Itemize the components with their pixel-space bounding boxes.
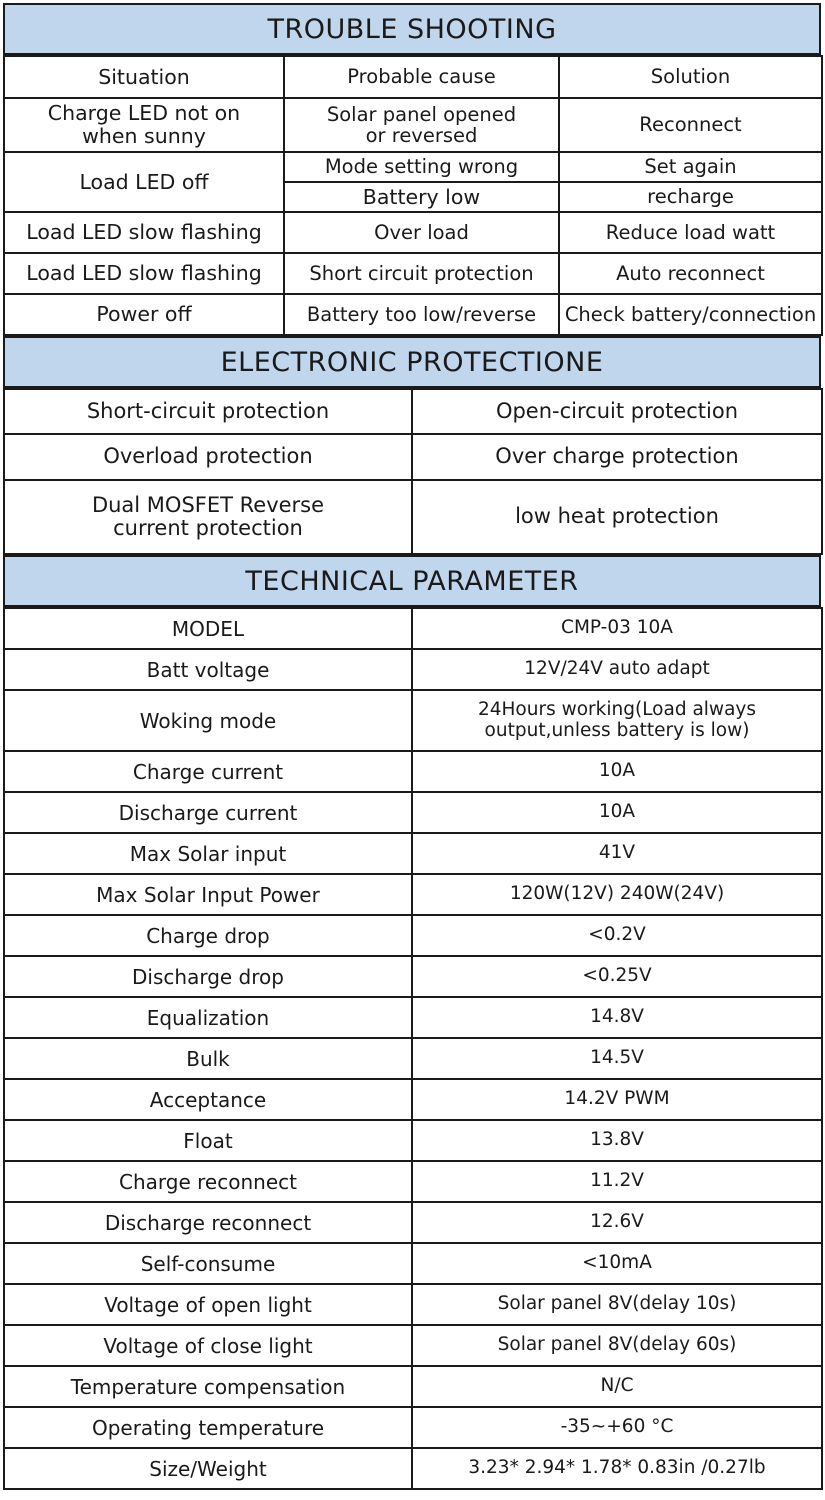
cause-cell: Battery low — [284, 182, 559, 212]
solution-cell: Auto reconnect — [559, 253, 822, 294]
parameter-value-cell: 3.23* 2.94* 1.78* 0.83in /0.27lb — [412, 1448, 822, 1489]
table-row — [4, 98, 822, 152]
table-row — [4, 1161, 822, 1202]
solution-cell: Reduce load watt — [559, 212, 822, 253]
table-row — [4, 1120, 822, 1161]
cause-cell: Solar panel opened or reversed — [284, 98, 559, 152]
header-situation: Situation — [4, 56, 284, 98]
parameter-value-cell: 41V — [412, 833, 822, 874]
parameter-name-cell: Acceptance — [4, 1079, 412, 1120]
table-row — [4, 649, 822, 690]
parameter-name-cell: Discharge current — [4, 792, 412, 833]
solution-cell: Check battery/connection — [559, 294, 822, 335]
parameter-value-cell: Solar panel 8V(delay 60s) — [412, 1325, 822, 1366]
table-row — [4, 792, 822, 833]
header-probable-cause: Probable cause — [284, 56, 559, 98]
parameter-value-cell: 10A — [412, 792, 822, 833]
parameter-name-cell: MODEL — [4, 608, 412, 649]
table-row — [4, 1243, 822, 1284]
parameter-name-cell: Voltage of close light — [4, 1325, 412, 1366]
parameter-value-cell: 11.2V — [412, 1161, 822, 1202]
spec-sheet — [3, 3, 821, 1490]
protection-table — [3, 388, 823, 555]
parameter-name-cell: Discharge drop — [4, 956, 412, 997]
situation-cell: Load LED slow flashing — [4, 212, 284, 253]
protection-cell: Short-circuit protection — [4, 389, 412, 434]
protection-title: ELECTRONIC PROTECTIONE — [3, 336, 821, 388]
table-row — [4, 212, 822, 253]
header-solution: Solution — [559, 56, 822, 98]
table-row — [4, 1366, 822, 1407]
situation-cell: Power off — [4, 294, 284, 335]
parameter-name-cell: Size/Weight — [4, 1448, 412, 1489]
parameter-value-cell: 120W(12V) 240W(24V) — [412, 874, 822, 915]
parameter-name-cell: Discharge reconnect — [4, 1202, 412, 1243]
table-row — [4, 997, 822, 1038]
cause-cell: Mode setting wrong — [284, 152, 559, 182]
parameter-value-cell: <0.25V — [412, 956, 822, 997]
parameter-name-cell: Charge current — [4, 751, 412, 792]
solution-cell: recharge — [559, 182, 822, 212]
protection-cell: Over charge protection — [412, 434, 822, 480]
table-row — [4, 1202, 822, 1243]
protection-cell: Open-circuit protection — [412, 389, 822, 434]
cause-cell: Battery too low/reverse — [284, 294, 559, 335]
table-row — [4, 690, 822, 751]
parameter-value-cell: -35~+60 °C — [412, 1407, 822, 1448]
parameter-name-cell: Max Solar Input Power — [4, 874, 412, 915]
parameter-value-cell: 14.2V PWM — [412, 1079, 822, 1120]
parameter-name-cell: Woking mode — [4, 690, 412, 751]
table-row — [4, 389, 822, 434]
table-row — [4, 874, 822, 915]
parameter-name-cell: Voltage of open light — [4, 1284, 412, 1325]
protection-cell: Overload protection — [4, 434, 412, 480]
parameter-value-cell: N/C — [412, 1366, 822, 1407]
parameter-name-cell: Equalization — [4, 997, 412, 1038]
table-row — [4, 1284, 822, 1325]
parameter-name-cell: Temperature compensation — [4, 1366, 412, 1407]
cause-cell: Over load — [284, 212, 559, 253]
table-row — [4, 480, 822, 554]
table-row — [4, 915, 822, 956]
parameter-name-cell: Bulk — [4, 1038, 412, 1079]
table-row — [4, 1407, 822, 1448]
table-row — [4, 833, 822, 874]
table-row — [4, 152, 822, 182]
parameter-value-cell: 12.6V — [412, 1202, 822, 1243]
protection-cell: Dual MOSFET Reverse current protection — [4, 480, 412, 554]
parameter-value-cell: 14.5V — [412, 1038, 822, 1079]
table-row — [4, 253, 822, 294]
table-row — [4, 1325, 822, 1366]
parameter-value-cell: 13.8V — [412, 1120, 822, 1161]
parameters-title: TECHNICAL PARAMETER — [3, 555, 821, 607]
table-row — [4, 1038, 822, 1079]
parameter-name-cell: Self-consume — [4, 1243, 412, 1284]
table-row — [4, 294, 822, 335]
parameter-value-cell: <10mA — [412, 1243, 822, 1284]
parameters-table — [3, 607, 823, 1490]
protection-cell: low heat protection — [412, 480, 822, 554]
parameter-value-cell: CMP-03 10A — [412, 608, 822, 649]
situation-cell: Charge LED not on when sunny — [4, 98, 284, 152]
parameter-name-cell: Charge reconnect — [4, 1161, 412, 1202]
parameter-name-cell: Charge drop — [4, 915, 412, 956]
troubleshooting-title: TROUBLE SHOOTING — [3, 3, 821, 55]
parameter-value-cell: 14.8V — [412, 997, 822, 1038]
situation-cell: Load LED slow flashing — [4, 253, 284, 294]
solution-cell: Set again — [559, 152, 822, 182]
parameter-name-cell: Max Solar input — [4, 833, 412, 874]
parameter-name-cell: Batt voltage — [4, 649, 412, 690]
troubleshooting-table — [3, 55, 823, 336]
parameter-value-cell: Solar panel 8V(delay 10s) — [412, 1284, 822, 1325]
parameter-name-cell: Operating temperature — [4, 1407, 412, 1448]
table-row — [4, 956, 822, 997]
table-row — [4, 1079, 822, 1120]
table-row — [4, 1448, 822, 1489]
parameter-value-cell: 12V/24V auto adapt — [412, 649, 822, 690]
solution-cell: Reconnect — [559, 98, 822, 152]
cause-cell: Short circuit protection — [284, 253, 559, 294]
table-header-row — [4, 56, 822, 98]
table-row — [4, 751, 822, 792]
table-row — [4, 434, 822, 480]
parameter-value-cell: 24Hours working(Load always output,unless battery is low) — [412, 690, 822, 751]
table-row — [4, 608, 822, 649]
situation-cell: Load LED off — [4, 152, 284, 212]
parameter-value-cell: 10A — [412, 751, 822, 792]
parameter-value-cell: <0.2V — [412, 915, 822, 956]
parameter-name-cell: Float — [4, 1120, 412, 1161]
